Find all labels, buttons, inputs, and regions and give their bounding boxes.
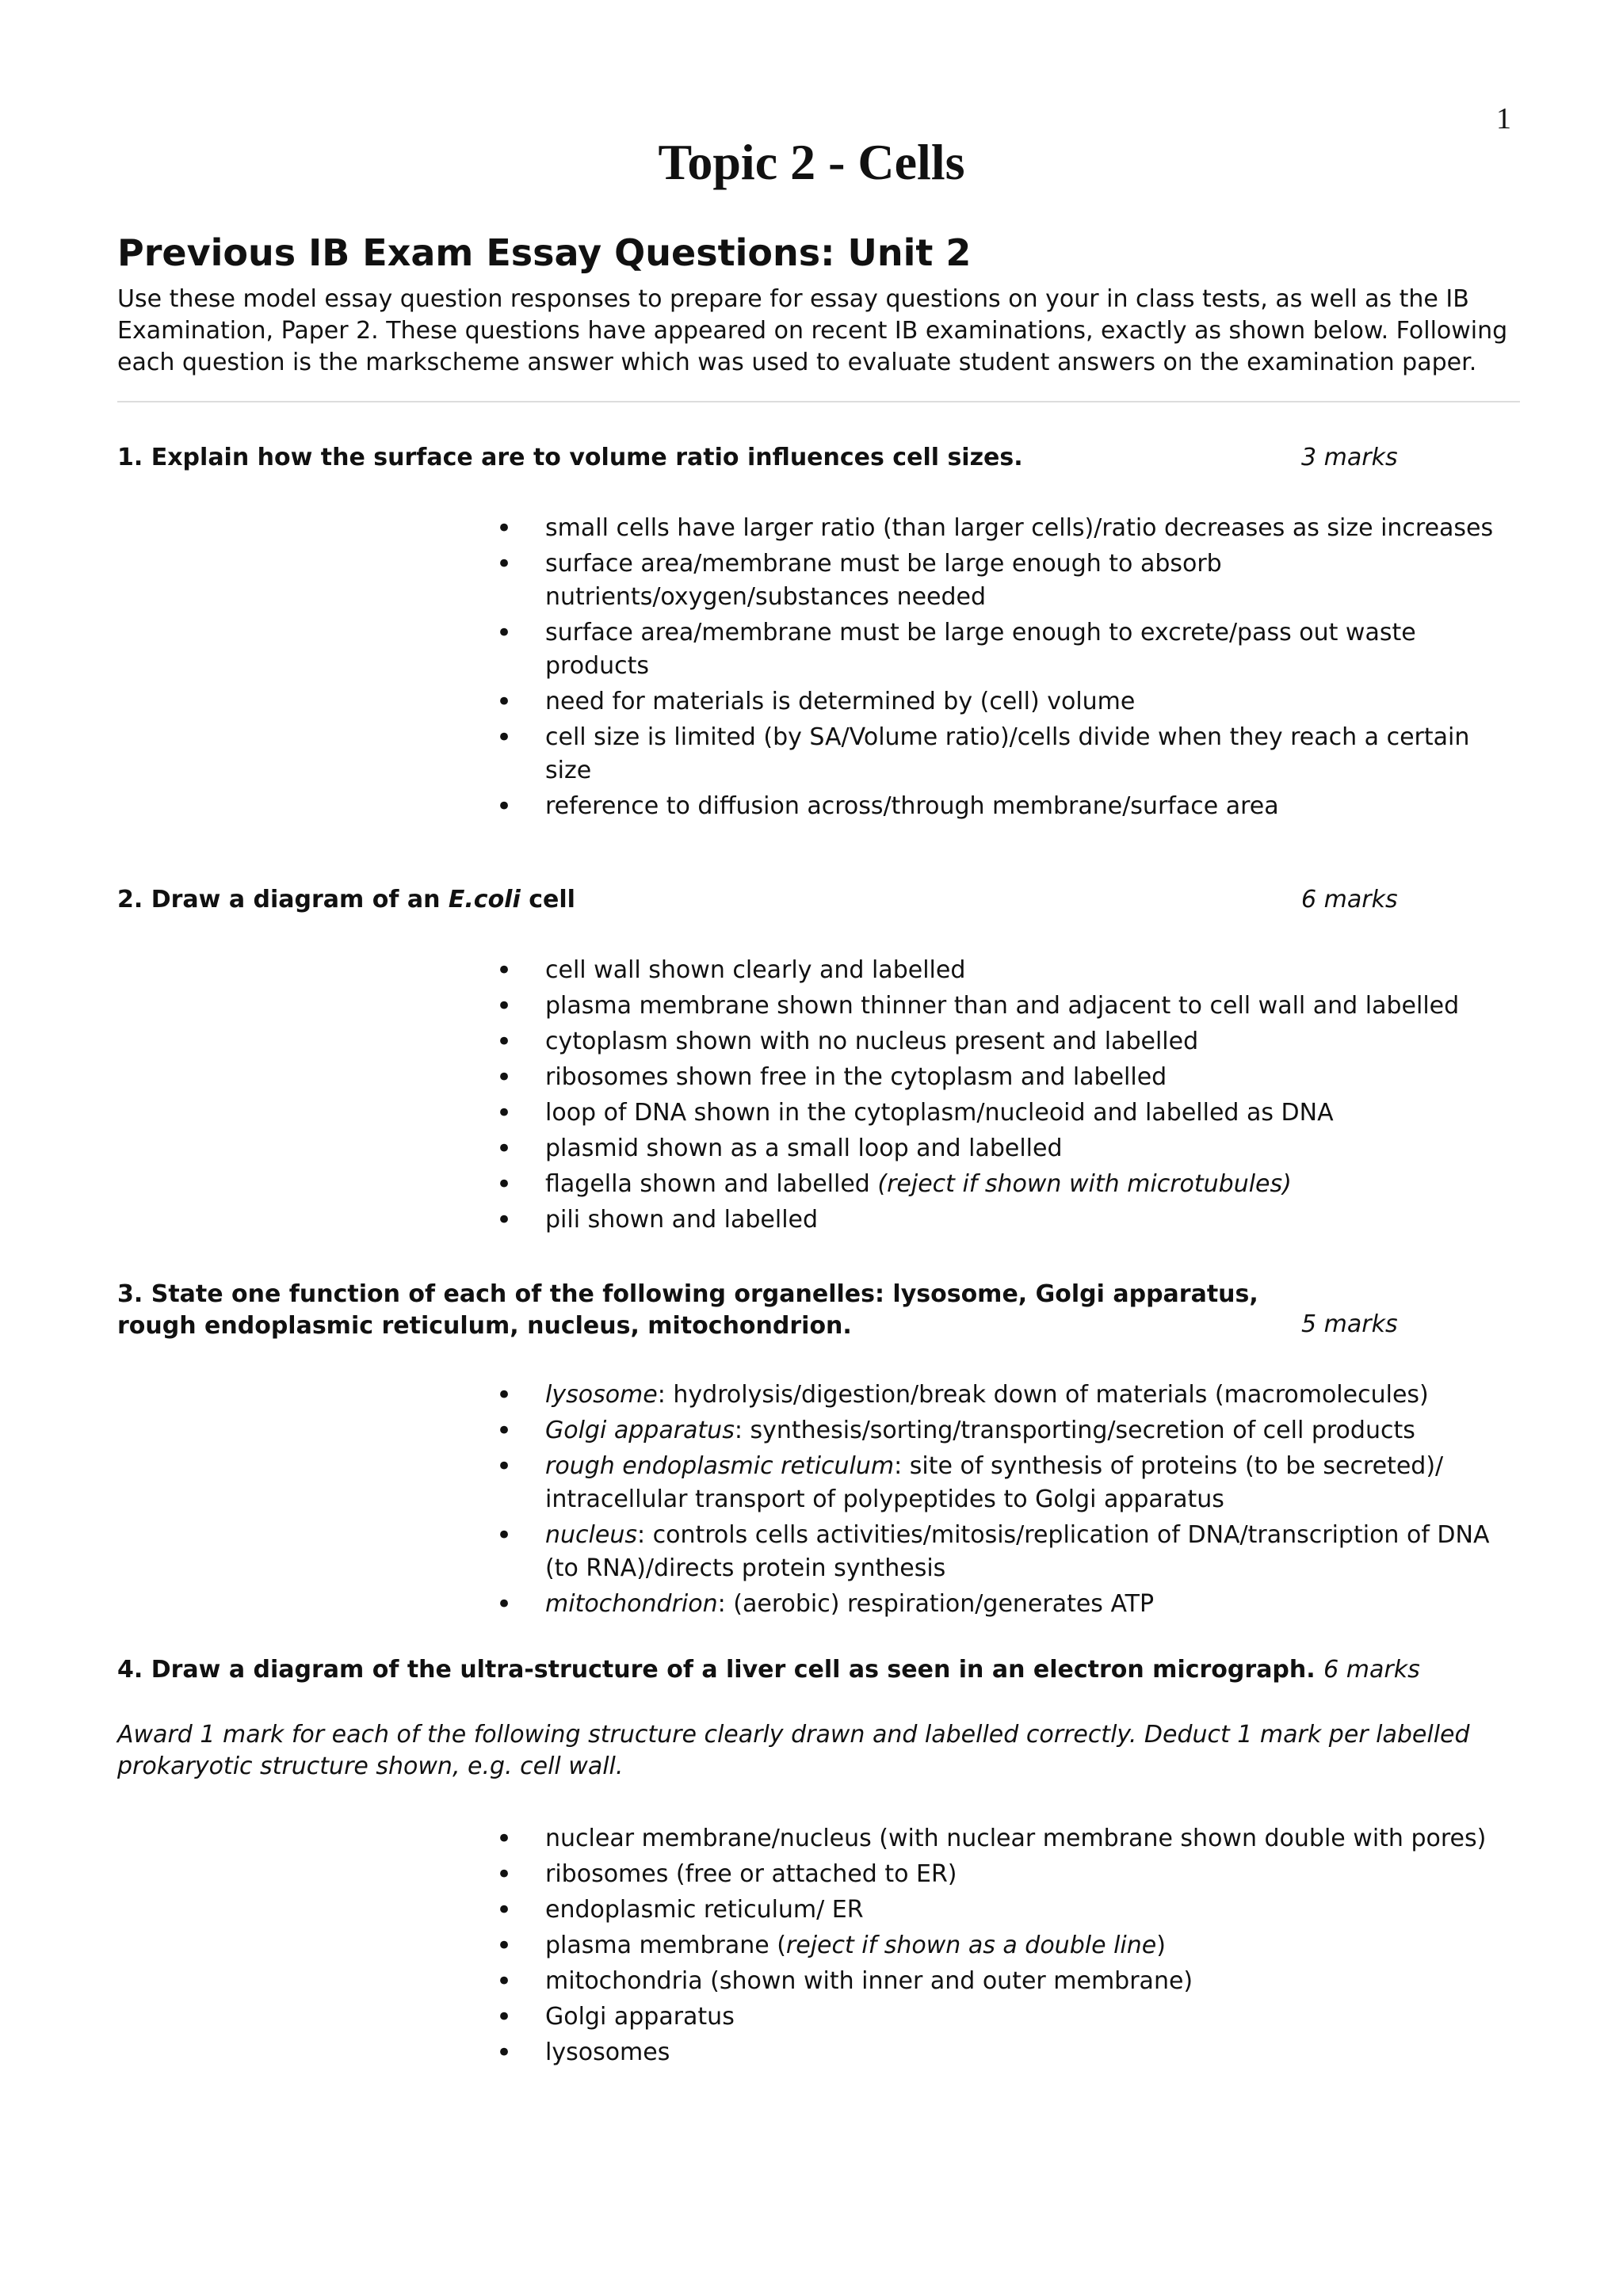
list-item: • reference to diffusion across/through membrane/surface area xyxy=(496,790,1518,823)
list-item: • plasma membrane shown thinner than and adjacent to cell wall and labelled xyxy=(496,990,1518,1023)
question-3-marks: 5 marks xyxy=(1301,1310,1398,1338)
list-item xyxy=(496,1588,1518,1621)
list-item: • pili shown and labelled xyxy=(496,1203,1518,1237)
list-item: • loop of DNA shown in the cytoplasm/nucleoid and labelled as DNA xyxy=(496,1097,1518,1130)
question-3-heading: 3. State one function of each of the following organelles: lysosome, Golgi apparatus, rough endoplasmic reticulum, nucleus, mitochondrion. xyxy=(117,1280,1258,1340)
list-item: • Golgi apparatus xyxy=(496,2000,1518,2034)
divider xyxy=(117,401,1520,402)
organelle-term: mitochondrion xyxy=(545,1590,718,1618)
list-item: • surface area/membrane must be large enough to absorb nutrients/oxygen/substances needed xyxy=(496,547,1518,614)
list-item-note: (reject if shown with microtubules) xyxy=(877,1170,1292,1198)
list-item-text: plasma membrane ( xyxy=(545,1932,786,1959)
organelle-function: : controls cells activities/mitosis/replication of DNA/transcription of DNA (to RNA)/directs protein synthesis xyxy=(545,1521,1490,1582)
question-1-marks: 3 marks xyxy=(1301,444,1398,471)
list-item xyxy=(496,1379,1518,1412)
question-2-heading-suffix: cell xyxy=(520,886,575,913)
list-item xyxy=(496,1168,1518,1201)
list-item: • endoplasmic reticulum/ ER xyxy=(496,1894,1518,1927)
intro-paragraph: Use these model essay question responses to prepare for essay questions on your in class tests, as well as the IB Examination, Paper 2. These questions have appeared on recent IB examinations, exactly as shown below. Following each question is the markscheme answer which was used to evaluate student answers on the examination paper. xyxy=(117,285,1508,376)
question-4-heading xyxy=(117,1654,1544,1686)
organelle-term: rough endoplasmic reticulum xyxy=(545,1452,895,1480)
list-item xyxy=(496,1414,1518,1447)
organelle-function: : site of synthesis of proteins (to be secreted)/ intracellular transport of polypeptides to Golgi apparatus xyxy=(545,1452,1444,1513)
organelle-term: lysosome xyxy=(545,1381,658,1409)
question-4-marks: 6 marks xyxy=(1323,1656,1420,1684)
list-item: • plasmid shown as a small loop and labelled xyxy=(496,1132,1518,1165)
question-3-answer-list xyxy=(496,1379,1518,1623)
page-number: 1 xyxy=(1496,102,1511,135)
organelle-function: : (aerobic) respiration/generates ATP xyxy=(717,1590,1155,1618)
question-1-heading: 1. Explain how the surface are to volume ratio influences cell sizes. xyxy=(117,444,1023,471)
question-1-answer-list xyxy=(496,512,1518,826)
question-2-answer-list xyxy=(496,954,1518,1239)
list-item: • mitochondria (shown with inner and outer membrane) xyxy=(496,1965,1518,1998)
list-item xyxy=(496,1929,1518,1962)
list-item xyxy=(496,1450,1518,1516)
page-title: Topic 2 - Cells xyxy=(658,134,965,190)
list-item: • cell wall shown clearly and labelled xyxy=(496,954,1518,987)
question-2-heading-organism: E.coli xyxy=(448,886,521,913)
list-item: • nuclear membrane/nucleus (with nuclear membrane shown double with pores) xyxy=(496,1822,1518,1855)
organelle-term: nucleus xyxy=(545,1521,637,1549)
list-item: • small cells have larger ratio (than larger cells)/ratio decreases as size increases xyxy=(496,512,1518,545)
organelle-function: : hydrolysis/digestion/break down of materials (macromolecules) xyxy=(657,1381,1429,1409)
list-item: • cytoplasm shown with no nucleus present and labelled xyxy=(496,1025,1518,1058)
question-2-marks: 6 marks xyxy=(1301,886,1398,913)
list-item xyxy=(496,1519,1518,1585)
question-2-heading-prefix: 2. Draw a diagram of an xyxy=(117,886,449,913)
list-item: • cell size is limited (by SA/Volume ratio)/cells divide when they reach a certain size xyxy=(496,721,1518,788)
list-item: • need for materials is determined by (cell) volume xyxy=(496,685,1518,719)
list-item-text-end: ) xyxy=(1156,1932,1166,1959)
organelle-function: : synthesis/sorting/transporting/secretion of cell products xyxy=(734,1417,1415,1444)
question-4-heading-text: 4. Draw a diagram of the ultra-structure of a liver cell as seen in an electron micrograph. xyxy=(117,1656,1316,1684)
list-item-note: reject if shown as a double line xyxy=(785,1932,1157,1959)
list-item: • ribosomes shown free in the cytoplasm and labelled xyxy=(496,1061,1518,1094)
list-item: • ribosomes (free or attached to ER) xyxy=(496,1858,1518,1891)
question-4-note: Award 1 mark for each of the following structure clearly drawn and labelled correctly. Deduct 1 mark per labelled prokaryotic structure shown, e.g. cell wall. xyxy=(117,1721,1470,1780)
organelle-term: Golgi apparatus xyxy=(545,1417,735,1444)
question-4-answer-list xyxy=(496,1822,1518,2072)
list-item: • surface area/membrane must be large enough to excrete/pass out waste products xyxy=(496,616,1518,683)
document-subtitle: Previous IB Exam Essay Questions: Unit 2 xyxy=(117,231,972,274)
list-item: • lysosomes xyxy=(496,2036,1518,2069)
list-item-text: flagella shown and labelled xyxy=(545,1170,878,1198)
